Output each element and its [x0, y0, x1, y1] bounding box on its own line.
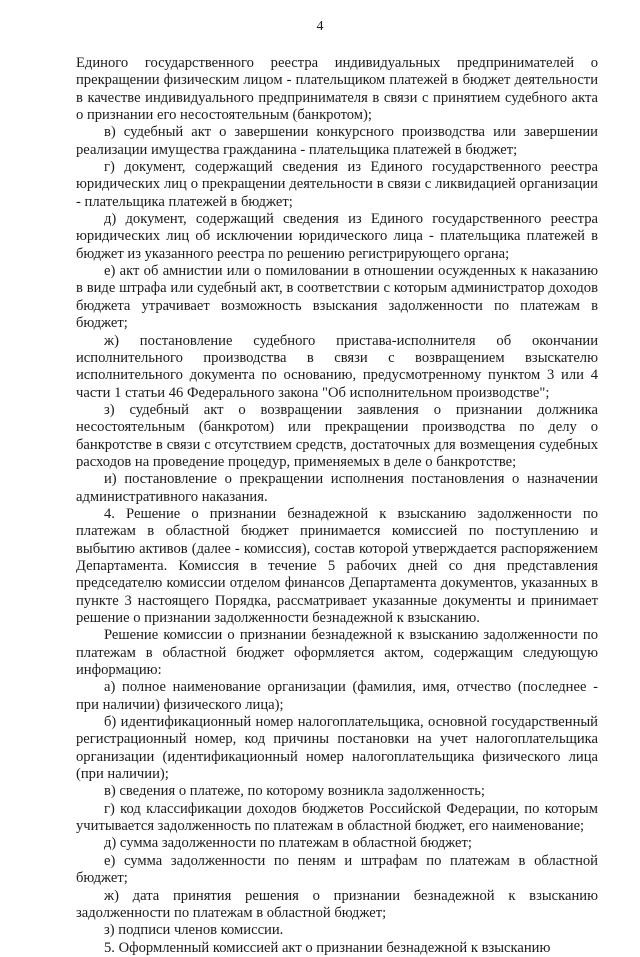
paragraph-item-d: д) документ, содержащий сведения из Единого государственного реестра юридических лиц об исключении юридического лица - плательщика платежей в бюджет из указанного реестра по решению регистрирующего органа; — [76, 211, 598, 262]
paragraph-item-zh: ж) постановление судебного пристава-исполнителя об окончании исполнительного производства в связи с возвращением взыскателю исполнительного документа по основанию, предусмотренному пунктом 3 или 4 части 1 статьи 46 Федерального закона "Об исполнительном производстве"; — [76, 332, 598, 401]
paragraph-item-i: и) постановление о прекращении исполнения постановления о назначении административного наказания. — [76, 471, 598, 505]
paragraph-act-item-v: в) сведения о платеже, по которому возникла задолженность; — [104, 783, 485, 800]
paragraph-act-item-e: е) сумма задолженности по пеням и штрафам по платежам в областной бюджет; — [76, 852, 598, 887]
paragraph-act-item-b: б) идентификационный номер налогоплательщика, основной государственный регистрационный номер, код причины постановки на учет налогоплательщика организации (идентификационный номер налогоплательщика физического лица (при наличии); — [76, 714, 598, 783]
page-number: 4 — [316, 19, 324, 34]
paragraph-registry-continuation: Единого государственного реестра индивидуальных предпринимателей о прекращении физическим лицом - плательщиком платежей в бюджет деятельности в качестве индивидуального предпринимателя в связи с принятием судебного акта о признании его несостоятельным (банкротом); — [76, 55, 598, 124]
paragraph-item-z: з) судебный акт о возвращении заявления о признании должника несостоятельным (банкротом) или прекращении производства по делу о банкротстве в связи с отсутствием средств, достаточных для возмещения судебных расходов на проведение процедур, применяемых в деле о банкротстве; — [76, 401, 598, 470]
paragraph-act-item-d: д) сумма задолженности по платежам в областной бюджет; — [104, 835, 472, 852]
paragraph-section-5: 5. Оформленный комиссией акт о признании безнадежной к взысканию — [104, 939, 551, 956]
paragraph-section-4: 4. Решение о признании безнадежной к взысканию задолженности по платежам в областной бюджет принимается комиссией по поступлению и выбытию активов (далее - комиссия), состав которой утверждается распоряжением Департамента. Комиссия в течение 5 рабочих дней со дня представления председателю комиссии отделом финансов Департамента документов, указанных в пункте 3 настоящего Порядка, рассматривает указанные документы и принимает решение о признании задолженности безнадежной к взысканию. — [76, 505, 598, 626]
paragraph-item-v: в) судебный акт о завершении конкурсного производства или завершении реализации имущества гражданина - плательщика платежей в бюджет; — [76, 124, 598, 158]
paragraph-act-item-zh: ж) дата принятия решения о признании безнадежной к взысканию задолженности по платежам в областной бюджет; — [76, 887, 598, 921]
paragraph-act-content-intro: Решение комиссии о признании безнадежной к взысканию задолженности по платежам в областной бюджет оформляется актом, содержащим следующую информацию: — [76, 627, 598, 679]
paragraph-act-item-g: г) код классификации доходов бюджетов Российской Федерации, по которым учитывается задолженность по платежам в областной бюджет, его наименование; — [76, 800, 598, 835]
paragraph-item-e: е) акт об амнистии или о помиловании в отношении осужденных к наказанию в виде штрафа или судебный акт, в соответствии с которым администратор доходов бюджета утрачивает возможность взыскания задолженности по платежам в бюджет; — [76, 263, 598, 332]
paragraph-item-g: г) документ, содержащий сведения из Единого государственного реестра юридических лиц о прекращении деятельности в связи с ликвидацией организации - плательщика платежей в бюджет; — [76, 159, 598, 210]
paragraph-act-item-z: з) подписи членов комиссии. — [104, 922, 284, 939]
paragraph-act-item-a: а) полное наименование организации (фамилия, имя, отчество (последнее - при наличии) физического лица); — [76, 679, 598, 713]
document-body — [76, 55, 598, 957]
